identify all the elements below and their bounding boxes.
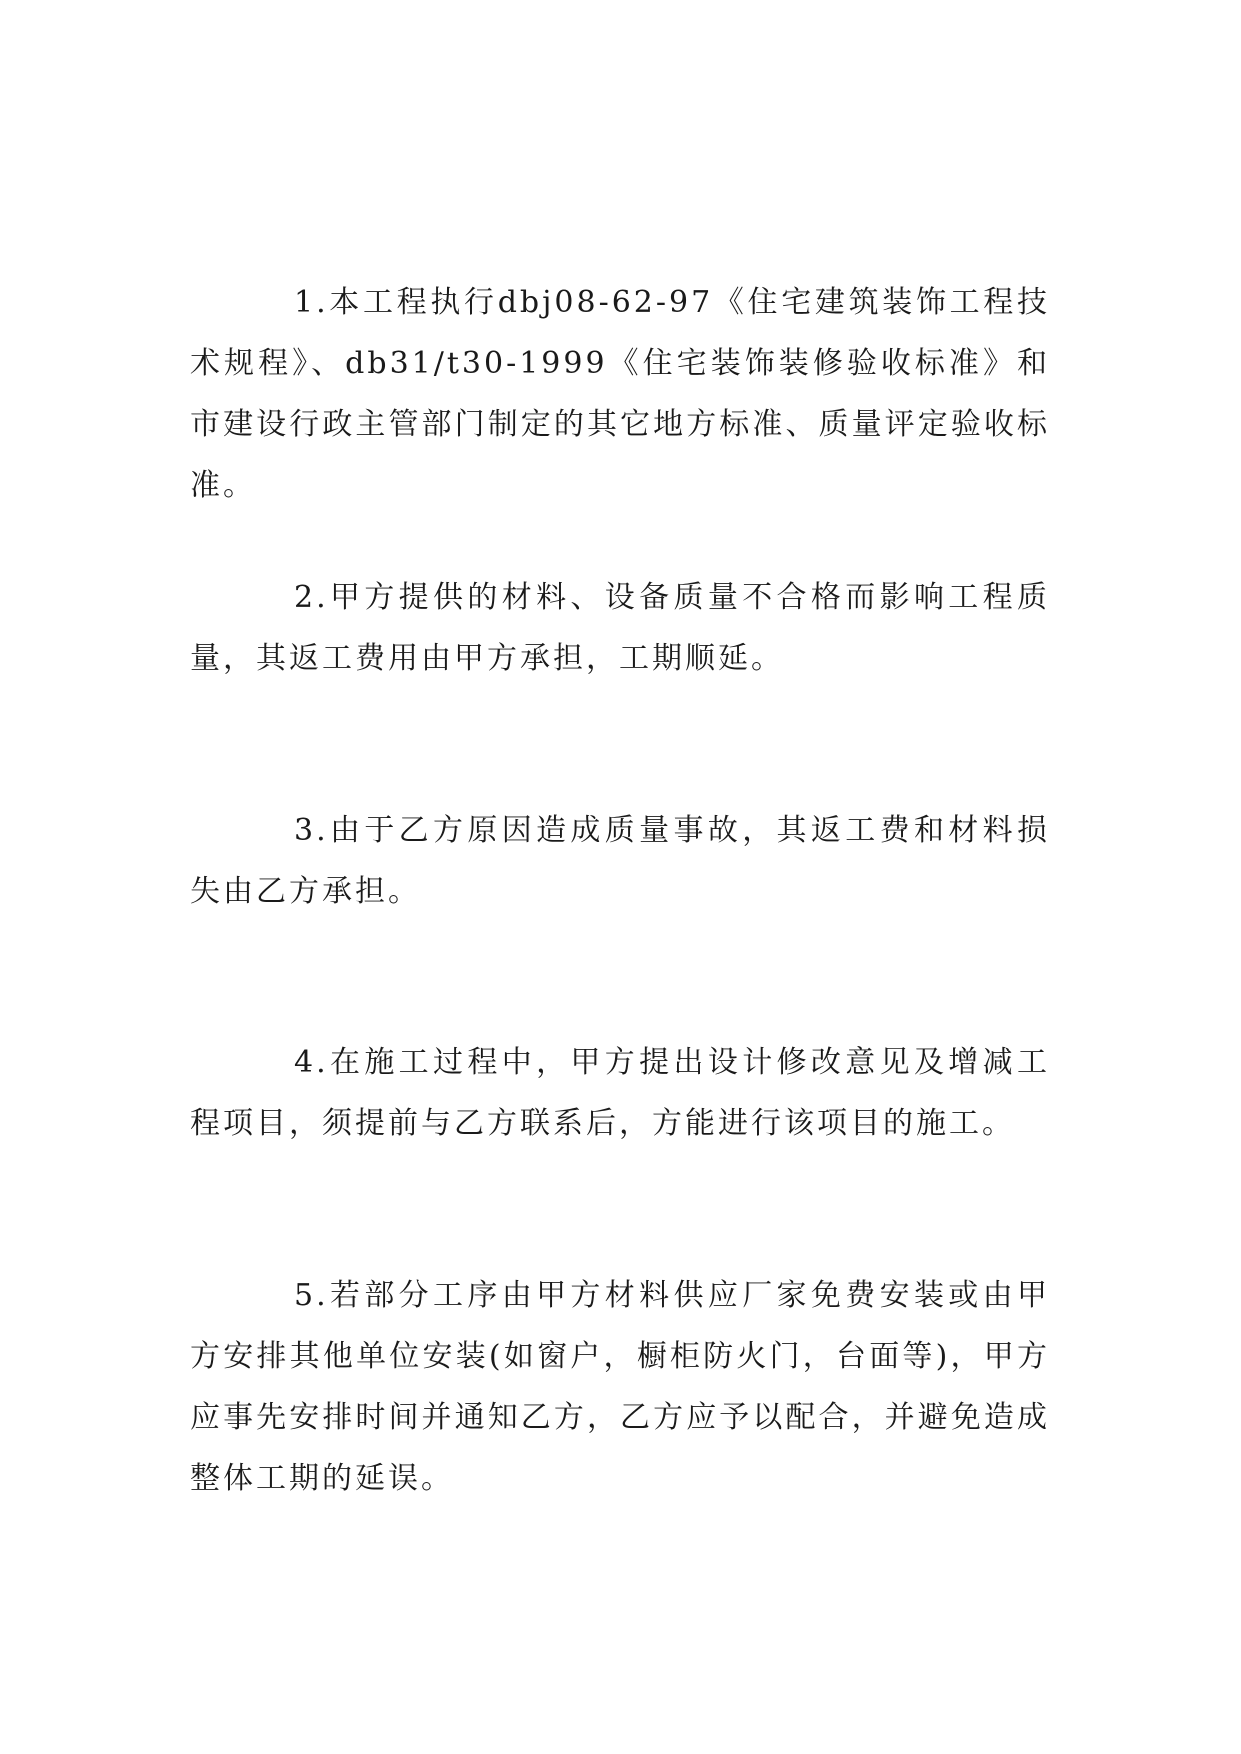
clause-1-paragraph: 1.本工程执行dbj08-62-97《住宅建筑装饰工程技术规程》、db31/t30-1999《住宅装饰装修验收标准》和市建设行政主管部门制定的其它地方标准、质量评定验收标准。 (190, 285, 1050, 503)
clause-5-paragraph: 5.若部分工序由甲方材料供应厂家免费安装或由甲方安排其他单位安装(如窗户，橱柜防火门，台面等)，甲方应事先安排时间并通知乙方，乙方应予以配合，并避免造成整体工期的延误。 (190, 1278, 1050, 1496)
clause-2-paragraph: 2.甲方提供的材料、设备质量不合格而影响工程质量，其返工费用由甲方承担，工期顺延。 (190, 580, 1050, 676)
clause-4-paragraph: 4.在施工过程中，甲方提出设计修改意见及增减工程项目，须提前与乙方联系后，方能进行该项目的施工。 (190, 1045, 1050, 1141)
clause-3-paragraph: 3.由于乙方原因造成质量事故，其返工费和材料损失由乙方承担。 (190, 813, 1050, 909)
